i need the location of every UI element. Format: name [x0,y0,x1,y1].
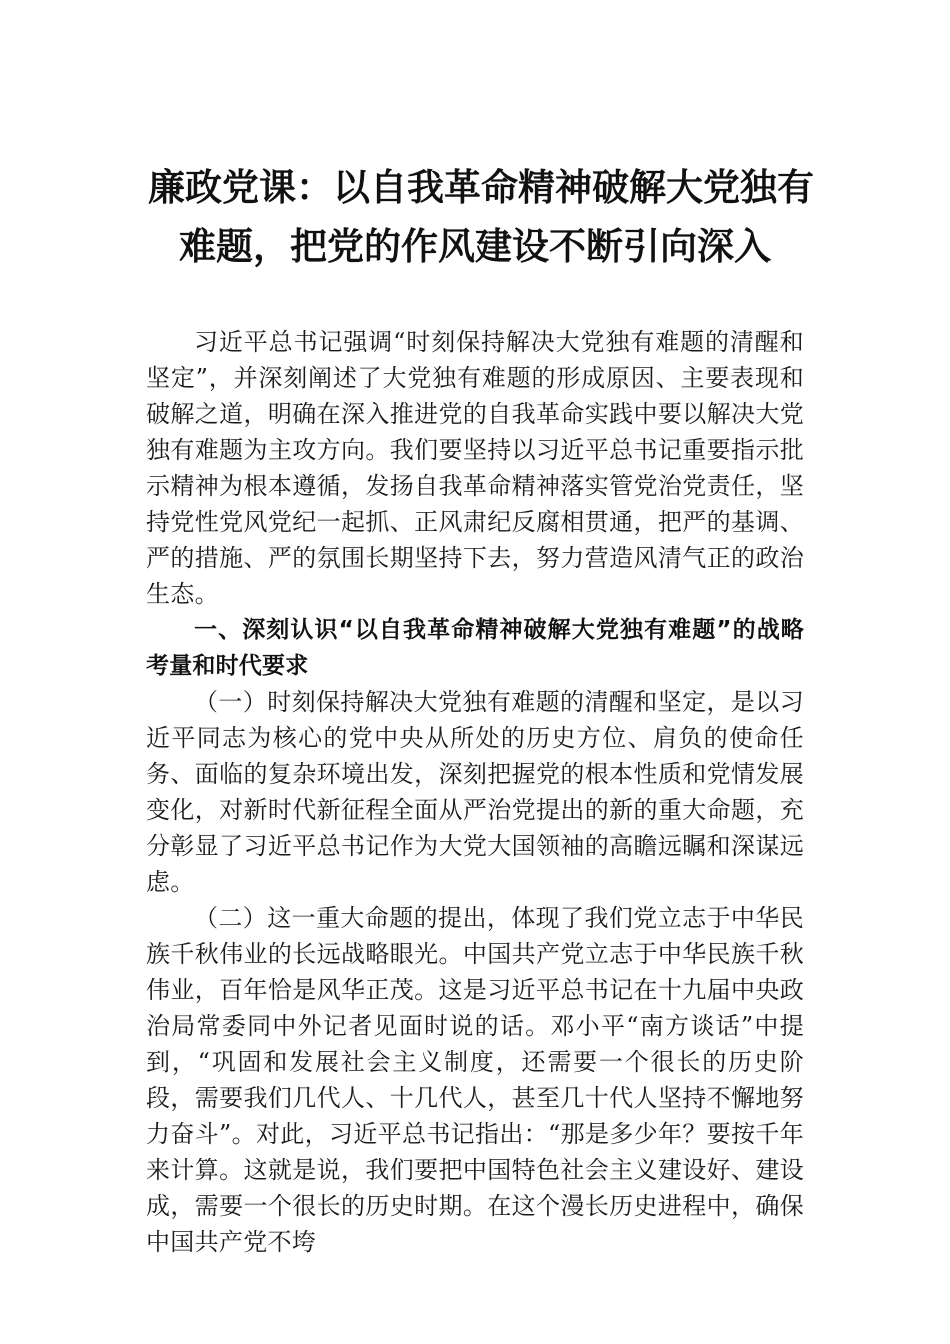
section-heading: 一、深刻认识“以自我革命精神破解大党独有难题”的战略考量和时代要求 [146,617,804,679]
intro-paragraph: 习近平总书记强调“时刻保持解决大党独有难题的清醒和坚定”，并深刻阐述了大党独有难题的形成原因、主要表现和破解之道，明确在深入推进党的自我革命实践中要以解决大党独有难题为主攻方向。我们要坚持以习近平总书记重要指示批示精神为根本遵循，发扬自我革命精神落实管党治党责任，坚持党性党风党纪一起抓、正风肃纪反腐相贯通，把严的基调、严的措施、严的氛围长期坚持下去，努力营造风清气正的政治生态。 [146,328,804,608]
paragraph-2: （二）这一重大命题的提出，体现了我们党立志于中华民族千秋伟业的长远战略眼光。中国共产党立志于中华民族千秋伟业，百年恰是风华正茂。这是习近平总书记在十九届中央政治局常委同中外记者见面时说的话。邓小平“南方谈话”中提到，“巩固和发展社会主义制度，还需要一个很长的历史阶段，需要我们几代人、十几代人，甚至几十代人坚持不懈地努力奋斗”。对此，习近平总书记指出：“那是多少年？要按千年来计算。这就是说，我们要把中国特色社会主义建设好、建设成，需要一个很长的历史时期。在这个漫长历史进程中，确保中国共产党不垮 [146,904,804,1256]
document-body [146,324,804,1260]
document-title-line-1: 廉政党课：以自我革命精神破解大党独有 [148,165,814,209]
document-title-line-2: 难题，把党的作风建设不断引向深入 [179,224,771,268]
paragraph-1: （一）时刻保持解决大党独有难题的清醒和坚定，是以习近平同志为核心的党中央从所处的历史方位、肩负的使命任务、面临的复杂环境出发，深刻把握党的根本性质和党情发展变化，对新时代新征程全面从严治党提出的新的重大命题，充分彰显了习近平总书记作为大党大国领袖的高瞻远瞩和深谋远虑。 [146,688,804,896]
